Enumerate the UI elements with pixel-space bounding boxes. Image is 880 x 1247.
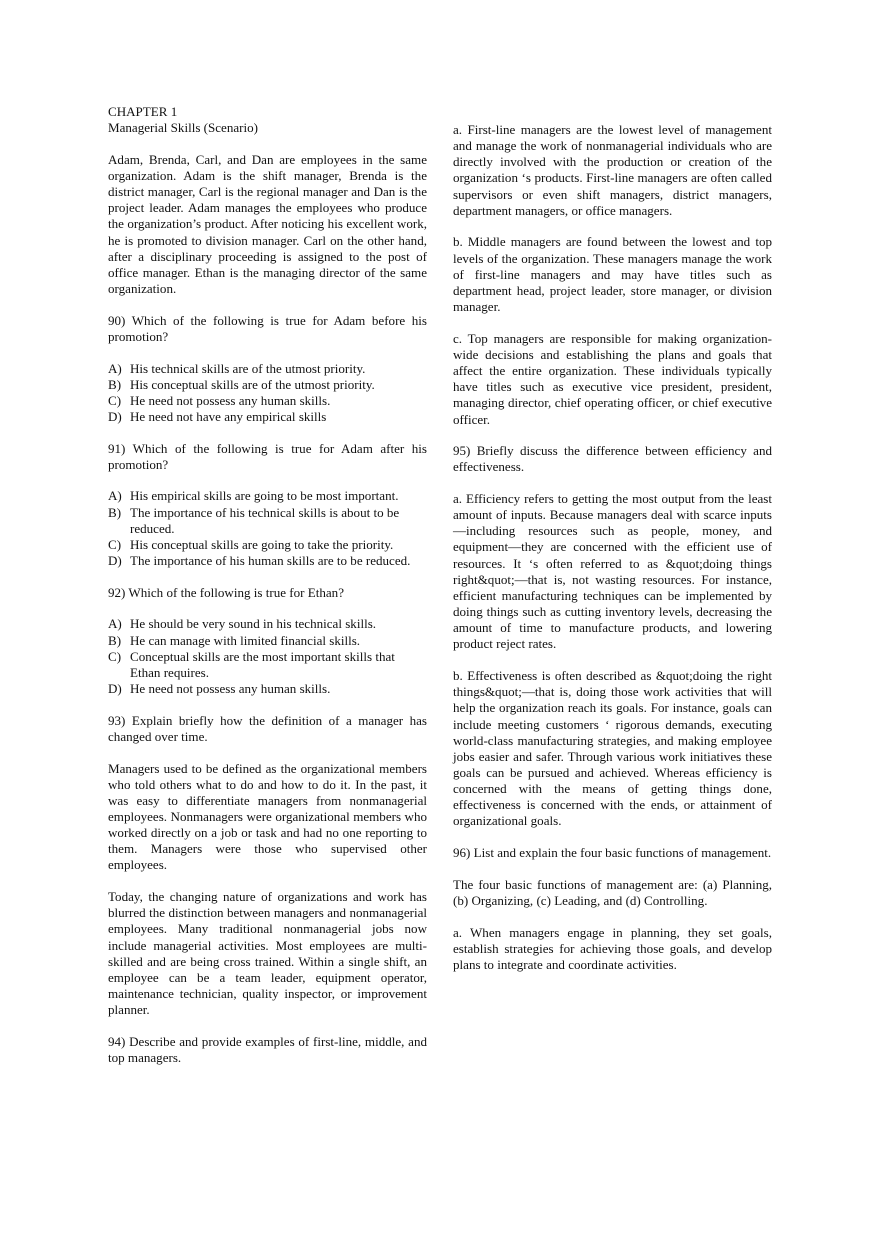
- answer-paragraph: The four basic functions of management are: (a) Planning, (b) Organizing, (c) Leading, and (d) Controlling.: [453, 876, 772, 908]
- answer-paragraph: b. Middle managers are found between the lowest and top levels of the organization. These managers manage the work of first-line managers and may have titles such as department head, project leader, store manager, or division manager.: [453, 234, 772, 315]
- question-91: 91) Which of the following is true for Adam after his promotion?: [108, 440, 427, 472]
- option-letter: C): [108, 648, 122, 664]
- section-subtitle: Managerial Skills (Scenario): [108, 120, 258, 136]
- option-item: [108, 409, 427, 425]
- option-text: His conceptual skills are of the utmost priority.: [130, 376, 375, 392]
- option-item: [108, 537, 427, 553]
- option-letter: A): [108, 360, 122, 376]
- option-text: He need not possess any human skills.: [130, 392, 331, 408]
- option-letter: B): [108, 376, 122, 392]
- scenario-paragraph: Adam, Brenda, Carl, and Dan are employees in the same organization. Adam is the shift manager, Brenda is the district manager, Carl is the regional manager and Dan is the project leader. Adam manages the employees who produce the organization’s product. After noticing his excellent work, he is promoted to division manager. Carl on the other hand, after a disciplinary proceeding is assigned to the post of office manager. Ethan is the managing director of the same organization.: [108, 151, 427, 297]
- option-text: His empirical skills are going to be most important.: [130, 488, 399, 504]
- option-text: The importance of his human skills are to be reduced.: [130, 553, 411, 569]
- option-letter: D): [108, 409, 122, 424]
- option-item: [108, 377, 427, 393]
- answer-paragraph: Today, the changing nature of organizations and work has blurred the distinction between managers and nonmanagerial employees. Many traditional nonmanagerial jobs now include managerial activities. Most employees are multi-skilled and are being cross trained. Within a single shift, an employee can be a team leader, equipment operator, maintenance technician, quality inspector, or improvement planner.: [108, 889, 427, 1018]
- answer-paragraph: c. Top managers are responsible for making organization-wide decisions and establishing the plans and goals that affect the entire organization. These individuals typically have titles such as executive vice president, president, managing director, chief operating officer, or chief executive officer.: [453, 330, 772, 427]
- option-text: His technical skills are of the utmost priority.: [130, 360, 366, 376]
- option-text: He need not have any empirical skills: [130, 409, 327, 424]
- question-96: 96) List and explain the four basic functions of management.: [453, 845, 772, 861]
- right-column: [453, 122, 772, 989]
- chapter-heading: CHAPTER 1: [108, 104, 178, 119]
- option-letter: B): [108, 504, 122, 520]
- question-95: 95) Briefly discuss the difference between efficiency and effectiveness.: [453, 443, 772, 475]
- option-text: The importance of his technical skills is about to be reduced.: [130, 504, 400, 536]
- question-90: 90) Which of the following is true for Adam before his promotion?: [108, 312, 427, 344]
- option-item: [108, 681, 427, 697]
- answer-paragraph: b. Effectiveness is often described as &quot;doing the right things&quot;—that is, doing those work activities that will help the organization reach its goals. For instance, goals can include meeting customers ‘ rigorous demands, executing world-class manufacturing strategies, and making employee jobs easier and safer. Through various work initiatives these goals can be pursued and achieved. Whereas efficiency is concerned with the means of getting things done, effectiveness is concerned with the ends, or attainment of organizational goals.: [453, 668, 772, 829]
- option-text: He should be very sound in his technical skills.: [130, 616, 377, 632]
- answer-paragraph: Managers used to be defined as the organizational members who told others what to do and how to do it. In the past, it was easy to differentiate managers from nonmanagerial employees. Nonmanagers were organizational members who worked directly on a job or task and had no one reporting to them. Managers were those who supervised other employees.: [108, 760, 427, 873]
- option-text: His conceptual skills are going to take the priority.: [130, 536, 394, 552]
- option-text: He can manage with limited financial skills.: [130, 632, 361, 648]
- option-letter: D): [108, 681, 122, 697]
- option-text: He need not possess any human skills.: [130, 681, 331, 697]
- question-93: 93) Explain briefly how the definition of a manager has changed over time.: [108, 712, 427, 744]
- option-text: Conceptual skills are the most important skills that Ethan requires.: [130, 648, 395, 680]
- question-94: 94) Describe and provide examples of first-line, middle, and top managers.: [108, 1033, 427, 1065]
- option-item: [108, 616, 427, 632]
- option-letter: A): [108, 616, 122, 632]
- option-item: [108, 505, 427, 537]
- answer-paragraph: a. When managers engage in planning, they set goals, establish strategies for achieving those goals, and develop plans to integrate and coordinate activities.: [453, 924, 772, 972]
- left-column: [108, 104, 427, 1082]
- option-letter: B): [108, 632, 122, 648]
- option-item: [108, 633, 427, 649]
- answer-paragraph: a. Efficiency refers to getting the most output from the least amount of inputs. Because managers deal with scarce inputs—including resources such as people, money, and equipment—they are concerned with the efficient use of resources. It ‘s often referred to as &quot;doing things right&quot;—that is, not wasting resources. For instance, efficient manufacturing techniques can be implemented by doing things such as cutting inventory levels, decreasing the amount of time to manufacture products, and lowering product reject rates.: [453, 490, 772, 652]
- question-91-options: [108, 488, 427, 569]
- option-item: [108, 361, 427, 377]
- question-92: 92) Which of the following is true for Ethan?: [108, 584, 344, 600]
- option-letter: D): [108, 553, 122, 569]
- question-92-options: [108, 616, 427, 697]
- option-item: [108, 393, 427, 409]
- option-item: [108, 488, 427, 504]
- option-letter: C): [108, 536, 122, 552]
- question-90-options: [108, 361, 427, 426]
- option-letter: A): [108, 488, 122, 504]
- option-item: [108, 553, 427, 569]
- answer-paragraph: a. First-line managers are the lowest level of management and manage the work of nonmanagerial individuals who are directly involved with the production or creation of the organization ‘s products. First-line managers are often called supervisors or even shift managers, district managers, department managers, or office managers.: [453, 122, 772, 218]
- option-letter: C): [108, 392, 122, 408]
- option-item: [108, 649, 427, 681]
